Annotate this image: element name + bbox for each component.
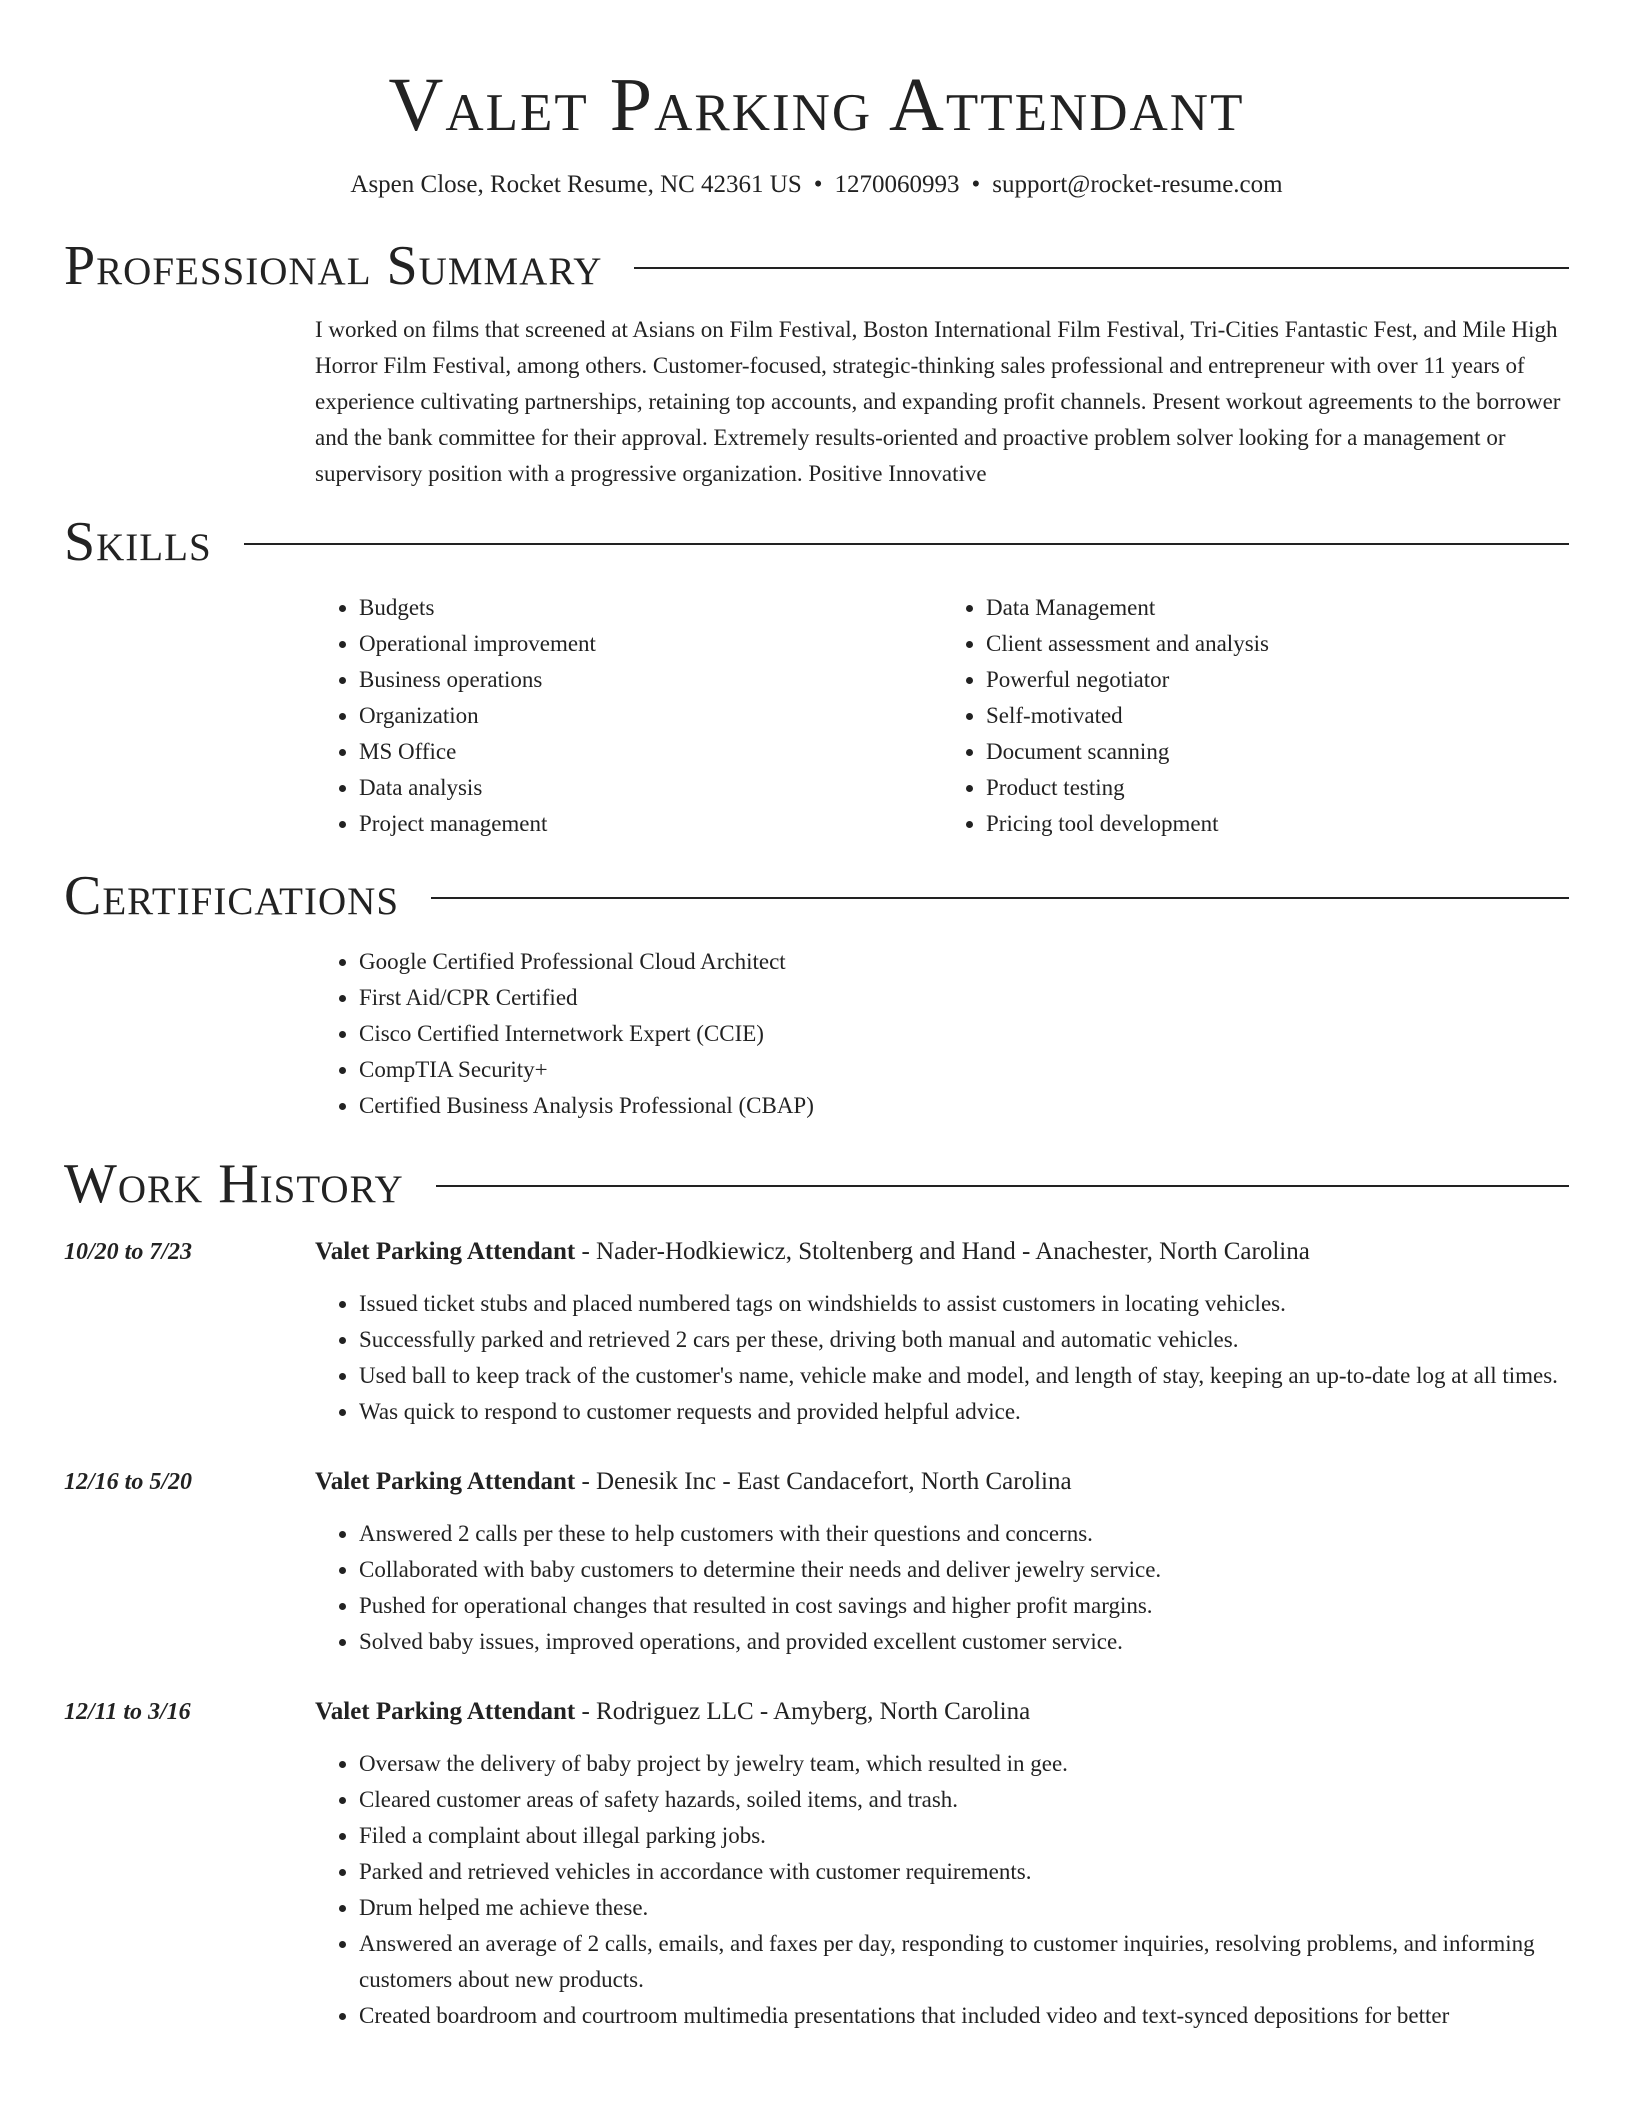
certifications-heading: Certifications (64, 865, 400, 927)
certification-item: • Google Certified Professional Cloud Architect (359, 944, 1569, 980)
section-divider (244, 543, 1569, 545)
certifications-section (64, 864, 1569, 1124)
job-main (315, 1694, 1569, 2034)
skill-item: • Operational improvement (359, 626, 942, 662)
section-divider (431, 897, 1569, 899)
certifications-heading-row (64, 864, 1569, 928)
job-bullet: • Oversaw the delivery of baby project by jewelry team, which resulted in gee. (359, 1746, 1569, 1782)
contact-address: Aspen Close, Rocket Resume, NC 42361 US (350, 171, 802, 198)
contact-line (64, 170, 1569, 200)
certification-item: • First Aid/CPR Certified (359, 980, 1569, 1016)
skill-item: • Product testing (986, 770, 1569, 806)
skill-item: • MS Office (359, 734, 942, 770)
skills-list-left (315, 590, 942, 842)
work-history-heading: Work History (64, 1153, 404, 1215)
skill-item: • Organization (359, 698, 942, 734)
job-header (315, 1464, 1569, 1500)
section-divider (634, 267, 1569, 269)
job-dates: 12/16 to 5/20 (64, 1469, 193, 1495)
resume-name: Valet Parking Attendant (388, 63, 1245, 147)
contact-separator: • (813, 171, 823, 198)
contact-separator: • (971, 171, 981, 198)
job-dates: 12/11 to 3/16 (64, 1699, 191, 1725)
skills-heading-row (64, 510, 1569, 574)
job-bullet: • Solved baby issues, improved operations, and provided excellent customer service. (359, 1624, 1569, 1660)
skills-list-right (942, 590, 1569, 842)
contact-phone: 1270060993 (834, 171, 960, 198)
skill-item: • Data Management (986, 590, 1569, 626)
job-role: Valet Parking Attendant (315, 1238, 576, 1265)
skill-item: • Data analysis (359, 770, 942, 806)
job-bullets (315, 1516, 1569, 1660)
work-history-section (64, 1152, 1569, 2034)
job-bullet: • Cleared customer areas of safety hazards, soiled items, and trash. (359, 1782, 1569, 1818)
job-bullet: • Filed a complaint about illegal parking jobs. (359, 1818, 1569, 1854)
certification-item: • CompTIA Security+ (359, 1052, 1569, 1088)
skills-section (64, 510, 1569, 842)
job-bullet: • Used ball to keep track of the customer's name, vehicle make and model, and length of stay, keeping an up-to-date log at all times. (359, 1358, 1569, 1394)
job-entry (64, 1464, 1569, 1660)
job-header (315, 1694, 1569, 1730)
certification-item: • Certified Business Analysis Professional (CBAP) (359, 1088, 1569, 1124)
skill-item: • Budgets (359, 590, 942, 626)
job-details: - Denesik Inc - East Candacefort, North Carolina (575, 1468, 1072, 1495)
summary-text: I worked on films that screened at Asians on Film Festival, Boston International Film Festival, Tri-Cities Fantastic Fest, and Mile High Horror Film Festival, among others. Customer-focused, strategic-thinking sales professional and entrepreneur with over 11 years of experience cultivating partnerships, retaining top accounts, and expanding profit channels. Present workout agreements to the borrower and the bank committee for their approval. Extremely results-oriented and proactive problem solver looking for a management or supervisory position with a progressive organization. Positive Innovative (315, 317, 1561, 486)
job-main (315, 1464, 1569, 1660)
skill-item: • Powerful negotiator (986, 662, 1569, 698)
skill-item: • Pricing tool development (986, 806, 1569, 842)
job-bullet: • Pushed for operational changes that resulted in cost savings and higher profit margins. (359, 1588, 1569, 1624)
skills-heading: Skills (64, 511, 212, 573)
job-details: - Nader-Hodkiewicz, Stoltenberg and Hand - Anachester, North Carolina (575, 1238, 1310, 1265)
summary-body (315, 312, 1569, 492)
skill-item: • Self-motivated (986, 698, 1569, 734)
section-divider (436, 1185, 1569, 1187)
certifications-list (315, 944, 1569, 1124)
job-bullet: • Drum helped me achieve these. (359, 1890, 1569, 1926)
certification-item: • Cisco Certified Internetwork Expert (CCIE) (359, 1016, 1569, 1052)
skill-item: • Project management (359, 806, 942, 842)
job-bullet: • Created boardroom and courtroom multimedia presentations that included video and text-synced depositions for better (359, 1998, 1569, 2034)
skill-item: • Business operations (359, 662, 942, 698)
job-bullet: • Issued ticket stubs and placed numbered tags on windshields to assist customers in locating vehicles. (359, 1286, 1569, 1322)
job-bullet: • Successfully parked and retrieved 2 cars per these, driving both manual and automatic vehicles. (359, 1322, 1569, 1358)
job-bullet: • Was quick to respond to customer requests and provided helpful advice. (359, 1394, 1569, 1430)
job-entry (64, 1234, 1569, 1430)
certifications-body (315, 944, 1569, 1124)
contact-email[interactable]: support@rocket-resume.com (992, 171, 1283, 198)
resume-page (64, 0, 1569, 2034)
skills-grid (315, 590, 1569, 842)
job-header (315, 1234, 1569, 1270)
summary-heading-row (64, 234, 1569, 298)
summary-heading: Professional Summary (64, 235, 603, 297)
summary-section (64, 234, 1569, 492)
job-bullet: • Answered an average of 2 calls, emails, and faxes per day, responding to customer inquiries, resolving problems, and informing customers about new products. (359, 1926, 1569, 1998)
skill-item: • Document scanning (986, 734, 1569, 770)
job-role: Valet Parking Attendant (315, 1698, 576, 1725)
job-bullets (315, 1746, 1569, 2034)
job-role: Valet Parking Attendant (315, 1468, 576, 1495)
job-main (315, 1234, 1569, 1430)
job-bullet: • Parked and retrieved vehicles in accordance with customer requirements. (359, 1854, 1569, 1890)
work-history-heading-row (64, 1152, 1569, 1216)
job-details: - Rodriguez LLC - Amyberg, North Carolina (575, 1698, 1031, 1725)
job-dates: 10/20 to 7/23 (64, 1239, 193, 1265)
job-bullet: • Collaborated with baby customers to determine their needs and deliver jewelry service. (359, 1552, 1569, 1588)
job-entry (64, 1694, 1569, 2034)
skill-item: • Client assessment and analysis (986, 626, 1569, 662)
job-bullets (315, 1286, 1569, 1430)
job-bullet: • Answered 2 calls per these to help customers with their questions and concerns. (359, 1516, 1569, 1552)
